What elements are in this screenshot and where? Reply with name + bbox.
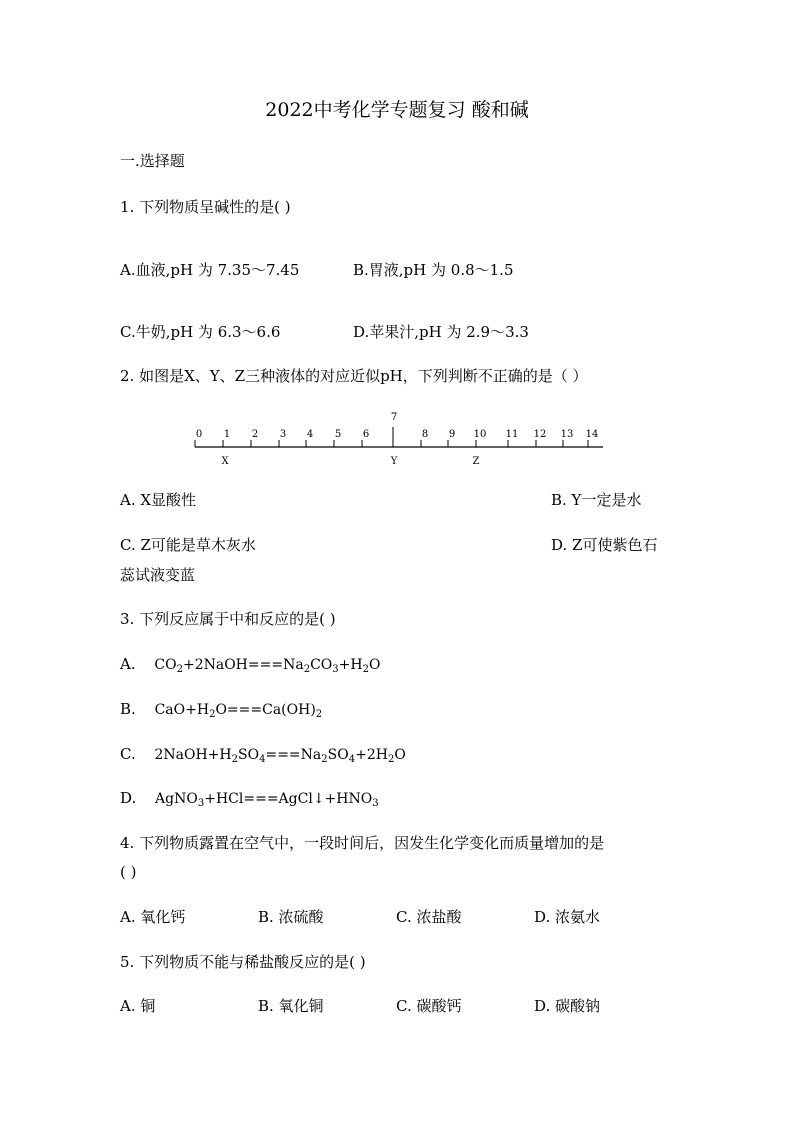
q1-option-d[interactable]: D.苹果汁,pH 为 2.9～3.3 <box>353 323 529 341</box>
ph-tick-label: 9 <box>448 429 456 440</box>
subscript: 2 <box>176 664 183 675</box>
subscript: 3 <box>332 664 339 675</box>
ph-tick-label: 0 <box>195 429 203 440</box>
ph-tick-label: 2 <box>251 429 259 440</box>
ph-tick-label: 8 <box>421 429 429 440</box>
subscript: 2 <box>231 754 239 765</box>
subscript: 2 <box>362 664 369 675</box>
q4-stem-continued: ( ) <box>120 863 137 881</box>
q4-option-a[interactable]: A. 氧化钙 <box>120 908 186 926</box>
ph-marker-label-x: X <box>221 456 229 467</box>
subscript: 2 <box>303 664 311 675</box>
q3-option-b[interactable] <box>120 700 322 719</box>
ph-marker-label-y: Y <box>390 456 398 467</box>
q4-option-b[interactable]: B. 浓硫酸 <box>258 908 324 926</box>
q2-option-d-continued: 蕊试液变蓝 <box>120 566 196 584</box>
q1-option-c[interactable]: C.牛奶,pH 为 6.3～6.6 <box>120 323 281 341</box>
formula-text: 2NaOH+H <box>154 747 232 763</box>
formula-text: O <box>368 657 381 673</box>
ph-marker-label-z: Z <box>472 456 480 467</box>
q3-option-a-label: A. <box>120 655 136 673</box>
q3-option-c[interactable] <box>120 745 406 764</box>
subscript: 2 <box>315 709 323 720</box>
formula-text: +2H <box>355 747 388 763</box>
q5-option-b[interactable]: B. 氧化铜 <box>258 997 324 1015</box>
ph-tick-label: 4 <box>306 429 314 440</box>
q2-stem: 2. 如图是X、Y、Z三种液体的对应近似pH，下列判断不正确的是（ ） <box>120 367 588 385</box>
q2-option-c[interactable]: C. Z可能是草木灰水 <box>120 536 256 554</box>
q3-option-c-label: C. <box>120 745 136 763</box>
formula-text: AgNO <box>155 791 198 807</box>
q3-option-d[interactable] <box>120 789 379 808</box>
q4-option-d[interactable]: D. 浓氨水 <box>534 908 601 926</box>
formula-text: SO <box>327 747 349 763</box>
q1-stem: 1. 下列物质呈碱性的是( ) <box>120 198 291 216</box>
formula-text: +2NaOH===Na <box>182 657 304 673</box>
q1-option-b[interactable]: B.胃液,pH 为 0.8～1.5 <box>353 261 514 279</box>
q4-option-c[interactable]: C. 浓盐酸 <box>396 908 462 926</box>
q5-stem: 5. 下列物质不能与稀盐酸反应的是( ) <box>120 953 366 971</box>
q2-option-b[interactable]: B. Y一定是水 <box>551 491 642 509</box>
q3-option-b-label: B. <box>120 700 136 718</box>
q3-option-b-equation <box>155 702 323 718</box>
ph-tick-label: 14 <box>585 429 599 440</box>
ph-tick-label: 6 <box>362 429 370 440</box>
ph-tick-label: 10 <box>473 429 487 440</box>
q3-option-d-equation <box>155 791 379 807</box>
q2-option-a[interactable]: A. X显酸性 <box>120 491 197 509</box>
q5-option-c[interactable]: C. 碳酸钙 <box>396 997 462 1015</box>
section-heading: 一.选择题 <box>120 152 185 170</box>
ph-tick-label: 11 <box>505 429 519 440</box>
formula-text: O===Ca(OH) <box>215 702 316 718</box>
formula-text: +HCl===AgCl↓+HNO <box>204 791 373 807</box>
subscript: 2 <box>387 754 395 765</box>
formula-text: +H <box>338 657 363 673</box>
subscript: 4 <box>348 754 356 765</box>
formula-text: CO <box>310 657 333 673</box>
subscript: 3 <box>372 798 379 809</box>
ph-scale-diagram <box>185 405 615 475</box>
q3-stem: 3. 下列反应属于中和反应的是( ) <box>120 610 336 628</box>
subscript: 4 <box>259 754 266 765</box>
ph-tick-label: 3 <box>279 429 287 440</box>
formula-text: SO <box>238 747 260 763</box>
ph-tick-label: 13 <box>560 429 574 440</box>
formula-text: O <box>394 747 406 763</box>
q5-option-d[interactable]: D. 碳酸钠 <box>534 997 601 1015</box>
ph-tick-label: 7 <box>390 412 398 423</box>
formula-text: ===Na <box>265 747 322 763</box>
q4-stem: 4. 下列物质露置在空气中，一段时间后，因发生化学变化而质量增加的是 <box>120 834 605 852</box>
subscript: 2 <box>209 709 216 720</box>
q3-option-a[interactable] <box>120 655 380 674</box>
q3-option-c-equation <box>155 747 406 763</box>
q5-option-a[interactable]: A. 铜 <box>120 997 156 1015</box>
q3-option-d-label: D. <box>120 789 137 807</box>
q3-option-a-equation <box>154 657 380 673</box>
formula-text: CaO+H <box>154 702 210 718</box>
ph-tick-label: 5 <box>334 429 342 440</box>
subscript: 3 <box>197 798 205 809</box>
page-title: 2022中考化学专题复习 酸和碱 <box>265 99 529 121</box>
formula-text: CO <box>154 657 177 673</box>
ph-tick-label: 1 <box>223 429 231 440</box>
q2-option-d[interactable]: D. Z可使紫色石 <box>551 536 658 554</box>
subscript: 2 <box>321 754 328 765</box>
ph-tick-label: 12 <box>533 429 547 440</box>
q1-option-a[interactable]: A.血液,pH 为 7.35～7.45 <box>120 261 300 279</box>
